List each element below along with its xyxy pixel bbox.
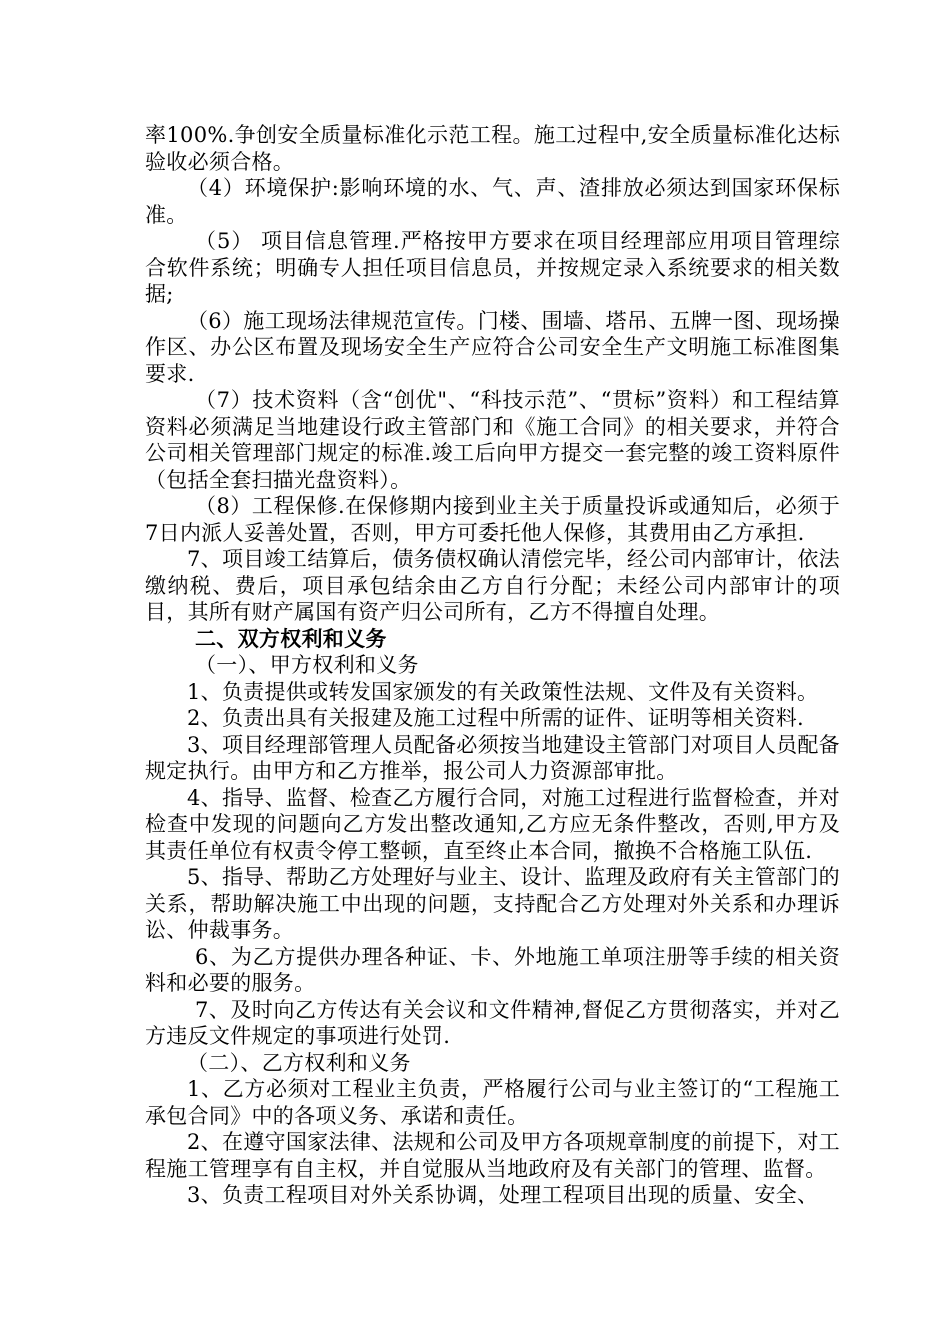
list-item: 1、负责提供或转发国家颁发的有关政策性法规、文件及有关资料。	[187, 679, 819, 704]
paragraph-site-publicity: （6）施工现场法律规范宣传。门楼、围墙、塔吊、五牌一图、现场操作区、办公区布置及现场安全生产应符合公司安全生产文明施工标准图集要求.	[145, 308, 840, 386]
paragraph-info-management: （5） 项目信息管理.严格按甲方要求在项目经理部应用项目管理综合软件系统；明确专人担任项目信息员，并按规定录入系统要求的相关数据;	[145, 229, 840, 306]
list-item: 2、在遵守国家法律、法规和公司及甲方各项规章制度的前提下，对工程施工管理享有自主权，并自觉服从当地政府及有关部门的管理、监督。	[145, 1130, 840, 1181]
paragraph-settlement: 7、项目竣工结算后，债务债权确认清偿完毕，经公司内部审计，依法缴纳税、费后，项目承包结余由乙方自行分配；未经公司内部审计的项目，其所有财产属国有资产归公司所有，乙方不得擅自处理。	[145, 547, 840, 624]
document-page	[145, 122, 840, 1209]
subsection-heading-party-a: （一）、甲方权利和义务	[195, 653, 419, 677]
subsection-heading-party-b: （二）、乙方权利和义务	[187, 1050, 411, 1075]
list-item: 3、项目经理部管理人员配备必须按当地建设主管部门对项目人员配备规定执行。由甲方和乙方推举，报公司人力资源部审批。	[145, 732, 840, 783]
list-item: 2、负责出具有关报建及施工过程中所需的证件、证明等相关资料.	[187, 706, 805, 730]
paragraph-environment: （4）环境保护:影响环境的水、气、声、渣排放必须达到国家环保标准。	[145, 176, 840, 227]
list-item: 1、乙方必须对工程业主负责，严格履行公司与业主签订的“工程施工承包合同》中的各项义务、承诺和责任。	[145, 1077, 840, 1128]
paragraph-quality-target: 率100%.争创安全质量标准化示范工程。施工过程中,安全质量标准化达标验收必须合格。	[145, 123, 840, 174]
list-item: 4、指导、监督、检查乙方履行合同，对施工过程进行监督检查，并对检查中发现的问题向乙方发出整改通知,乙方应无条件整改，否则,甲方及其责任单位有权责令停工整顿，直至终止本合同，撤换不合格施工队伍.	[145, 785, 840, 863]
paragraph-warranty: （8）工程保修.在保修期内接到业主关于质量投诉或通知后，必须于7日内派人妥善处置，否则，甲方可委托他人保修，其费用由乙方承担.	[145, 494, 840, 545]
list-item: 5、指导、帮助乙方处理好与业主、设计、监理及政府有关主管部门的关系，帮助解决施工中出现的问题，支持配合乙方处理对外关系和办理诉讼、仲裁事务。	[145, 865, 840, 942]
list-item: 7、及时向乙方传达有关会议和文件精神,督促乙方贯彻落实，并对乙方违反文件规定的事项进行处罚.	[145, 997, 840, 1048]
paragraph-technical-docs: （7）技术资料（含“创优"、“科技示范”、“贯标”资料）和工程结算资料必须满足当地建设行政主管部门和《施工合同》的相关要求，并符合公司相关管理部门规定的标准.竣工后向甲方提交一套完整的竣工资料原件（包括全套扫描光盘资料）。	[145, 388, 840, 492]
list-item: 3、负责工程项目对外关系协调，处理工程项目出现的质量、安全、	[187, 1183, 819, 1207]
section-heading: 二、双方权利和义务	[195, 625, 387, 651]
list-item: 6、为乙方提供办理各种证、卡、外地施工单项注册等手续的相关资料和必要的服务。	[145, 944, 840, 995]
